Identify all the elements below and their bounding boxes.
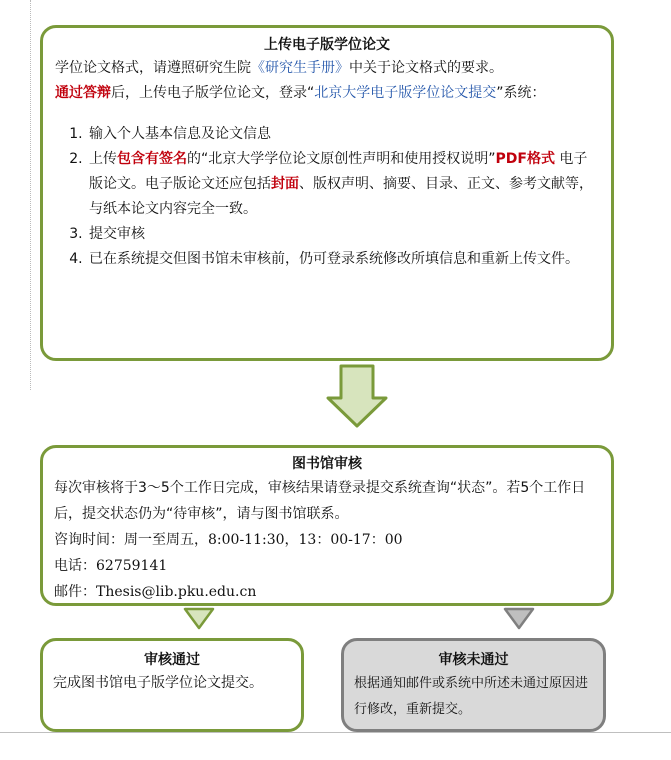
login-text-end: ”系统： xyxy=(496,85,546,101)
step-item-3: 3. 提交审核 xyxy=(87,222,599,247)
login-instruction-line xyxy=(55,81,599,106)
consult-hours: 咨询时间：周一至周五，8:00-11:30，13：00-17：00 xyxy=(54,532,403,548)
review-failed-box xyxy=(341,638,606,732)
step2-text-c: 电子版论文。电子版论文还应包括 xyxy=(89,151,588,192)
signed-emphasis: 包含有签名 xyxy=(117,151,187,167)
email-address: 邮件：Thesis@lib.pku.edu.cn xyxy=(54,584,257,600)
format-text: 学位论文格式，请遵照研究生院 xyxy=(55,60,251,76)
review-passed-box xyxy=(40,638,304,732)
page-bottom-divider xyxy=(0,732,671,733)
review-description: 每次审核将于3～5个工作日完成，审核结果请登录提交系统查询“状态”。若5个工作日后，提交状态仍为“待审核”，请与图书馆联系。 xyxy=(54,480,586,522)
defense-passed-emphasis: 通过答辩 xyxy=(55,85,111,101)
fail-arrow-icon xyxy=(503,607,535,631)
upload-steps-list xyxy=(55,122,599,272)
format-requirement-line xyxy=(55,56,599,81)
upload-thesis-box xyxy=(40,25,614,361)
step2-text-a: 上传 xyxy=(89,151,117,167)
format-text-end: 中关于论文格式的要求。 xyxy=(349,60,503,76)
review-passed-text: 完成图书馆电子版学位论文提交。 xyxy=(53,675,263,691)
step-item-1: 1. 输入个人基本信息及论文信息 xyxy=(87,122,599,147)
library-review-box xyxy=(40,445,614,606)
phone-number: 电话：62759141 xyxy=(54,558,168,574)
graduate-handbook-link[interactable]: 《研究生手册》 xyxy=(251,60,349,76)
step-item-2 xyxy=(87,147,599,222)
library-review-title: 图书馆审核 xyxy=(292,456,362,472)
login-text: 后，上传电子版学位论文，登录“ xyxy=(111,85,315,101)
review-failed-title: 审核未通过 xyxy=(438,652,509,668)
step2-text-b: 的“北京大学学位论文原创性声明和使用授权说明” xyxy=(187,151,496,167)
review-failed-text: 根据通知邮件或系统中所述未通过原因进行修改，重新提交。 xyxy=(354,676,589,717)
pass-arrow-icon xyxy=(183,607,215,631)
down-arrow-icon xyxy=(324,364,390,430)
step2-text-d: 、版权声明、摘要、目录、正文、参考文献等，与纸本论文内容完全一致。 xyxy=(89,176,593,217)
submission-system-link[interactable]: 北京大学电子版学位论文提交 xyxy=(314,85,497,101)
review-passed-title: 审核通过 xyxy=(144,652,200,668)
cover-emphasis: 封面 xyxy=(271,176,299,192)
step-item-4: 4. 已在系统提交但图书馆未审核前，仍可登录系统修改所填信息和重新上传文件。 xyxy=(87,247,599,272)
pdf-format-emphasis: PDF格式 xyxy=(495,151,555,167)
margin-guide-line xyxy=(30,0,31,390)
upload-thesis-title: 上传电子版学位论文 xyxy=(264,37,390,53)
